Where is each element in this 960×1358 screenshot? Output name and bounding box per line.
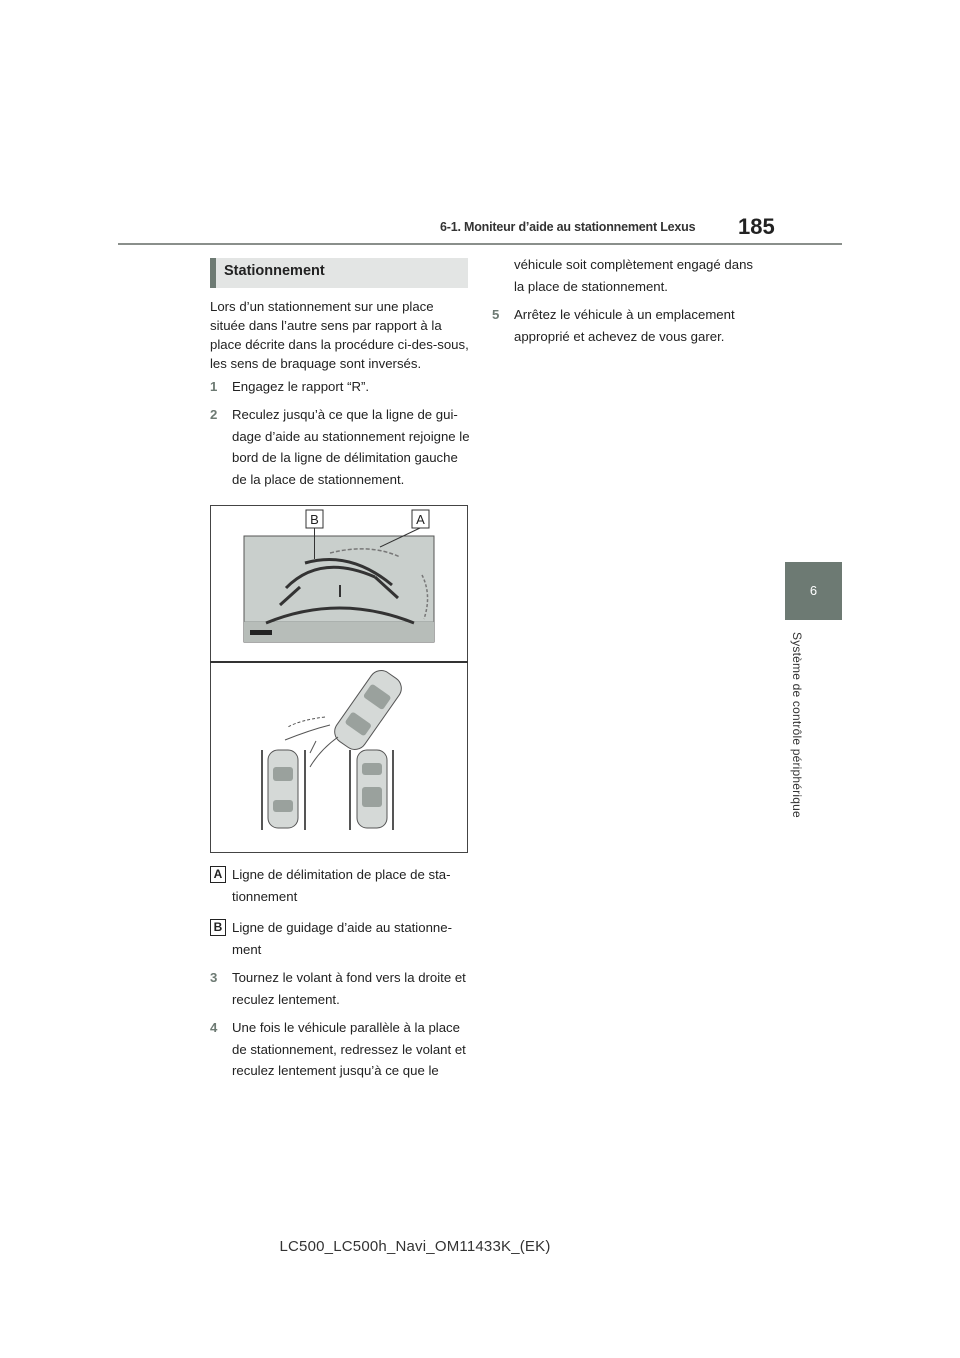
legend-key: B [210, 919, 226, 936]
step-text: Reculez jusqu’à ce que la ligne de gui-dage d’aide au stationnement rejoigne le bord de la ligne de délimitation gauche de la place de stationnement. [232, 407, 470, 487]
section-heading [210, 258, 468, 288]
header-section-title: 6-1. Moniteur d’aide au stationnement Lexus [440, 220, 696, 234]
bumper-area [244, 622, 434, 642]
document-id: LC500_LC500h_Navi_OM11433K_(EK) [279, 1238, 551, 1255]
step-text: Engagez le rapport “R”. [232, 379, 370, 394]
chapter-label: Système de contrôle périphérique [790, 632, 804, 818]
step-text: Arrêtez le véhicule à un emplacement approprié et achevez de vous garer. [514, 307, 735, 344]
callout-b-label: B [310, 512, 319, 527]
step-text: véhicule soit complètement engagé dans la place de stationnement. [514, 257, 753, 294]
footer [0, 1238, 960, 1255]
parked-car-right [357, 750, 387, 828]
step-number: 1 [210, 379, 218, 394]
step-number: 3 [210, 970, 218, 985]
callout-a-label: A [416, 512, 425, 527]
step-number: 5 [492, 307, 500, 322]
screen-indicator [250, 630, 272, 635]
legend-key: A [210, 866, 226, 883]
parked-car-left [268, 750, 298, 828]
header-rule [118, 243, 842, 245]
step-number: 4 [210, 1020, 218, 1035]
legend-text: Ligne de guidage d’aide au stationne-ment [232, 920, 452, 957]
step-text: Tournez le volant à fond vers la droite et reculez lentement. [232, 970, 466, 1007]
step-number: 2 [210, 407, 218, 422]
intro-paragraph: Lors d’un stationnement sur une place située dans l’autre sens par rapport à la place décrite dans la procédure ci-des-sous, les sens de braquage sont inversés. [210, 299, 469, 371]
legend-text: Ligne de délimitation de place de sta-tionnement [232, 867, 451, 904]
chapter-tab: 6 [785, 562, 842, 620]
step-text: Une fois le véhicule parallèle à la place de stationnement, redressez le volant et reculez lentement jusqu’à ce que le [232, 1020, 466, 1078]
section-heading-accent [210, 258, 216, 288]
section-title: Stationnement [224, 263, 325, 279]
page-number: 185 [738, 214, 775, 239]
parking-illustration [210, 505, 468, 853]
